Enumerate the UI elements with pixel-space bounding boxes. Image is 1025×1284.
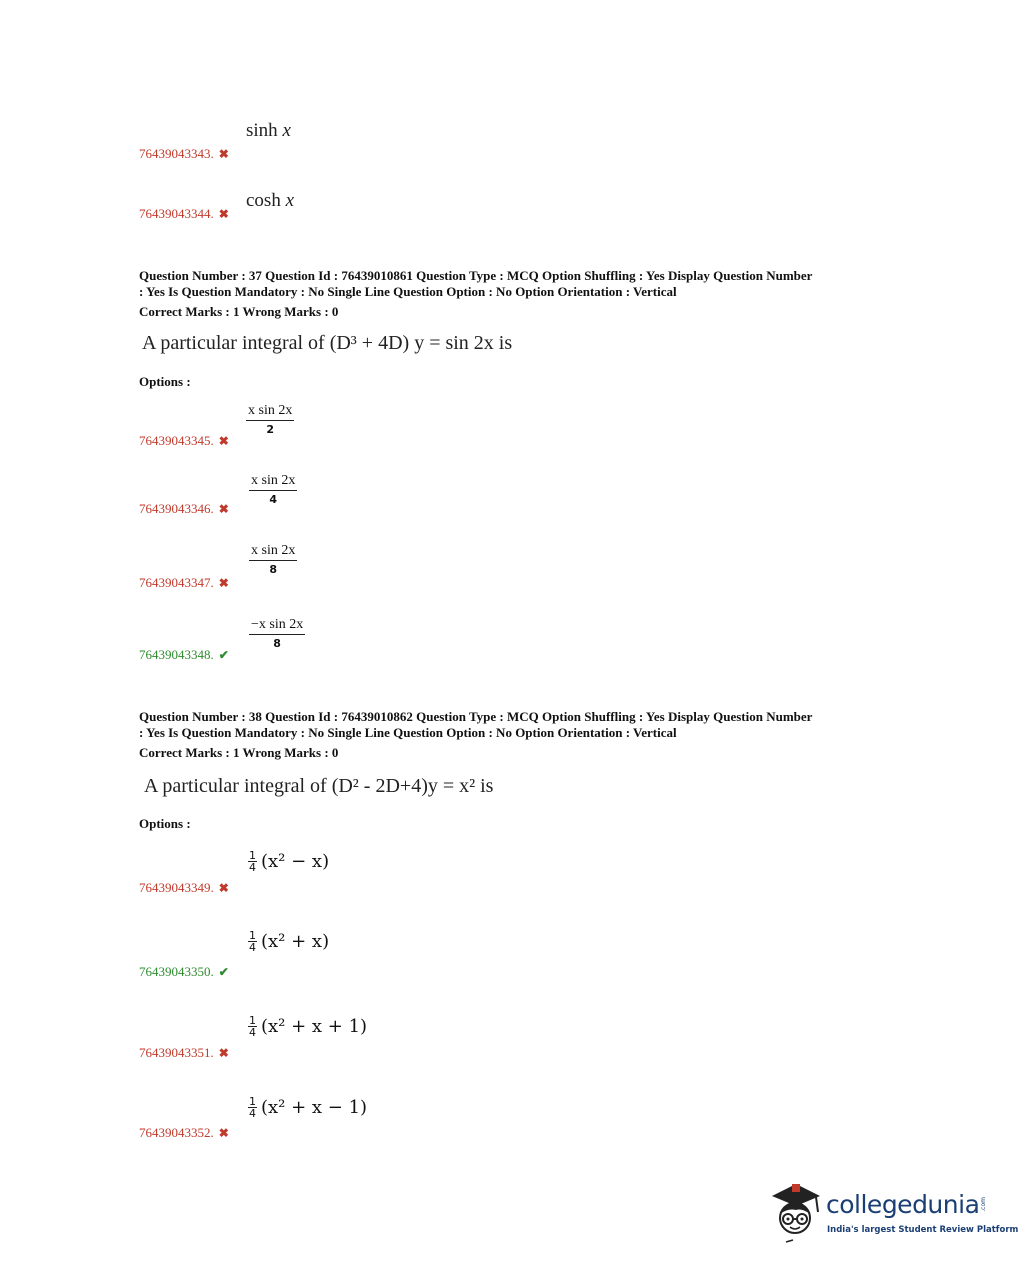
polynomial: (x² + x − 1) [261,1097,368,1118]
option-expression [248,850,329,873]
options-label: Options : [139,816,191,831]
fraction-denominator: 4 [249,941,256,954]
mascot-icon [766,1178,824,1244]
fraction-numerator: 1 [249,1014,256,1027]
option-id: 76439043351. [139,1045,214,1060]
checkmark-icon [219,965,229,979]
cross-icon [219,502,229,516]
option-id: 76439043343. [139,146,214,161]
logo-name: collegedunia [826,1190,980,1219]
option-id-row [139,647,229,663]
option-id: 76439043344. [139,206,214,221]
checkmark-icon [219,648,229,662]
cross-icon [219,434,229,448]
option-id-row [139,206,229,222]
option-id: 76439043352. [139,1125,214,1140]
logo-wordmark [826,1190,987,1219]
fraction-numerator: 1 [249,929,256,942]
question-header [139,709,899,741]
option-id-row [139,575,229,591]
option-id: 76439043346. [139,501,214,516]
option-expression [248,1015,367,1038]
question-header-line: Question Number : 37 Question Id : 76439010861 Question Type : MCQ Option Shuffling : Yes Display Question Number [139,268,813,283]
fraction-numerator: x sin 2x [249,472,297,491]
coefficient-fraction [248,1096,257,1119]
cross-icon [219,1046,229,1060]
cross-icon [219,881,229,895]
fraction-denominator: 8 [269,563,277,576]
options-label: Options : [139,374,191,389]
fraction-numerator: 1 [249,1095,256,1108]
fraction-denominator: 8 [273,637,281,650]
question-text: A particular integral of (D³ + 4D) y = sin 2x is [142,332,513,354]
option-id-row [139,1125,229,1141]
collegedunia-logo[interactable] [766,1176,1019,1248]
option-id: 76439043350. [139,964,214,979]
question-text: A particular integral of (D² - 2D+4)y = x² is [144,775,494,797]
fraction-numerator: x sin 2x [246,402,294,421]
polynomial: (x² + x) [261,931,330,952]
option-expression: sinh x [246,120,291,141]
option-id-row [139,880,229,896]
fraction-denominator: 4 [249,1107,256,1120]
option-id-row [139,964,229,980]
cross-icon [219,1126,229,1140]
option-id: 76439043349. [139,880,214,895]
option-id-row [139,1045,229,1061]
option-fraction [249,472,297,509]
fraction-numerator: −x sin 2x [249,616,305,635]
option-expression [248,930,329,953]
option-id-row [139,433,229,449]
fraction-denominator: 4 [249,1026,256,1039]
question-marks: Correct Marks : 1 Wrong Marks : 0 [139,745,339,760]
coefficient-fraction [248,1015,257,1038]
coefficient-fraction [248,850,257,873]
option-expression [248,1096,367,1119]
option-fraction [246,402,294,439]
question-header-line: : Yes Is Question Mandatory : No Single Line Question Option : No Option Orientation : Vertical [139,725,677,740]
fraction-denominator: 4 [269,493,277,506]
question-header-line: Question Number : 38 Question Id : 76439010862 Question Type : MCQ Option Shuffling : Yes Display Question Number [139,709,813,724]
option-fraction [249,616,305,653]
option-id: 76439043348. [139,647,214,662]
cross-icon [219,576,229,590]
option-id-row [139,146,229,162]
question-marks: Correct Marks : 1 Wrong Marks : 0 [139,304,339,319]
logo-suffix: .com [980,1197,988,1212]
logo-tagline: India's largest Student Review Platform [827,1225,1019,1235]
question-header [139,268,899,300]
fraction-denominator: 4 [249,861,256,874]
option-fraction [249,542,297,579]
question-header-line: : Yes Is Question Mandatory : No Single Line Question Option : No Option Orientation : Vertical [139,284,677,299]
cross-icon [219,207,229,221]
option-expression: cosh x [246,190,295,211]
fraction-denominator: 2 [266,423,274,436]
cross-icon [219,147,229,161]
polynomial: (x² + x + 1) [261,1016,368,1037]
option-id: 76439043345. [139,433,214,448]
fraction-numerator: 1 [249,849,256,862]
option-id-row [139,501,229,517]
polynomial: (x² − x) [261,851,330,872]
option-id: 76439043347. [139,575,214,590]
coefficient-fraction [248,930,257,953]
fraction-numerator: x sin 2x [249,542,297,561]
